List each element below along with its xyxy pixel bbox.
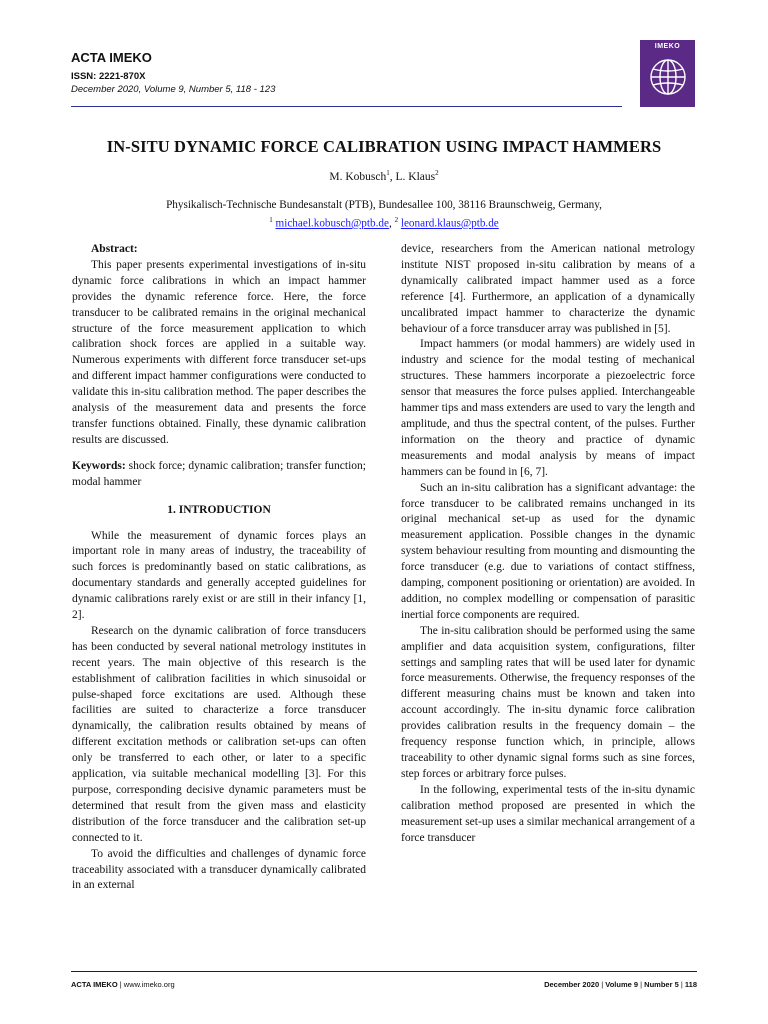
email-superscript: 1: [269, 216, 273, 224]
right-column: [401, 242, 695, 846]
footer-page-number: 118: [684, 980, 697, 989]
paragraph: In the following, experimental tests of the in-situ dynamic calibration method proposed are presented in which the measurement set-up uses a similar mechanical arrangement of a force transducer: [401, 783, 695, 844]
paragraph: Research on the dynamic calibration of force transducers has been conducted by several national metrology institutes in recent years. The main objective of this research is the establishment of calibration facilities in which sinusoidal or pulse-shaped force excitations are used. Although these facilities are suited to characterize a force transducer dynamically, the calibration results obtained by means of different excitation methods or calibration set-ups can often only be transferred to each other, or later to a specific application, via suitable mechanical modelling [3]. For this purpose, corresponding decisive dynamic parameters must be determined that result from the given mass and elasticity distribution of the force transducer and the calibration set-up connected to it.: [72, 624, 366, 844]
email-superscript: 2: [394, 216, 399, 224]
paragraph: Such an in-situ calibration has a significant advantage: the force transducer to be calibrated remains unchanged in its original mechanical set-up as used for the dynamic measurement application. Possible changes in the dynamic system behaviour resulting from mounting and dismounting the force transducer (e.g. due to variations of contact stiffness, damping, component positioning or orientation) are avoided. In addition, no complex modelling or compensation of parasitic inertial force components are required.: [401, 481, 695, 621]
email-line: [0, 213, 768, 232]
paragraph: Impact hammers (or modal hammers) are widely used in industry and science for the modal testing of mechanical structures. These hammers incorporate a piezoelectric force sensor that measures the force pulses applied. Interchangeable hammer tips and mass extenders are used to vary the length and amplitude, and thus the spectral content, of the pulses. Further information on the theory and practice of dynamic measurements and modal analysis by means of impact hammers can be found in [6, 7].: [401, 338, 695, 478]
footer-url-link[interactable]: www.imeko.org: [123, 980, 175, 989]
paragraph: To avoid the difficulties and challenges of dynamic force traceability associated with a transducer dynamically calibrated in an external: [72, 847, 366, 892]
author-list: [0, 169, 768, 183]
affiliation-text: Physikalisch-Technische Bundesanstalt (PTB), Bundesallee 100, 38116 Braunschweig, Germany,: [166, 199, 602, 211]
globe-icon: [648, 55, 688, 99]
paper-title: IN-SITU DYNAMIC FORCE CALIBRATION USING IMPACT HAMMERS: [106, 137, 662, 156]
paragraph: device, researchers from the American national metrology institute NIST proposed in-situ calibration by means of a dynamically calibrated impact hammer used as a force reference [4]. Furthermore, an application of a dynamically uncalibrated impact hammer to characterize the dynamic behaviour of a force transducer array was published in [5].: [401, 243, 695, 335]
author-superscript: 1: [386, 169, 390, 177]
footer-separator: |: [117, 980, 124, 989]
footer-left: [71, 980, 175, 989]
paragraph: The in-situ calibration should be performed using the same amplifier and data acquisition system, configurations, filter settings and sampling rates that will be used later for dynamic force measurements. Otherwise, the frequency responses of the different measuring chains must be known and taken into account accordingly. The in-situ dynamic force calibration provides calibration results in the frequency domain – the frequency response function which, in principle, allows traceability to other dynamic signal forms such as sine forces, step forces or arbitrary force pulses.: [401, 624, 695, 780]
author-superscript: 2: [435, 169, 439, 177]
journal-issn: ISSN: 2221-870X: [71, 71, 146, 82]
footer-right: [544, 980, 697, 989]
journal-issue: December 2020, Volume 9, Number 5, 118 - 123: [71, 84, 276, 95]
header-divider: [71, 106, 622, 107]
journal-header: [71, 50, 631, 112]
footer-separator: |: [599, 980, 606, 989]
footer-number: Number 5: [644, 980, 679, 989]
logo-label: IMEKO: [654, 43, 681, 50]
footer-date: December 2020: [544, 980, 600, 989]
email-separator: ,: [388, 217, 395, 230]
paragraph: While the measurement of dynamic forces plays an important role in many areas of industry, the traceability of such forces is predominantly based on static calibrations, as documentary standards and generally accepted guidelines for dynamic calibrations rarely exist or are still in their infancy [1, 2].: [72, 529, 366, 622]
email-link[interactable]: leonard.klaus@ptb.de: [400, 217, 499, 230]
abstract-heading: Abstract:: [91, 243, 138, 255]
keywords-text: shock force; dynamic calibration; transfer function; modal hammer: [72, 459, 366, 488]
keywords-label: Keywords:: [72, 459, 126, 472]
imeko-logo: [640, 40, 695, 107]
footer-separator: |: [638, 980, 645, 989]
footer-journal: ACTA IMEKO: [71, 980, 118, 989]
footer-separator: |: [678, 980, 685, 989]
author-separator: ,: [389, 170, 396, 183]
footer-volume: Volume 9: [605, 980, 639, 989]
email-link[interactable]: michael.kobusch@ptb.de: [275, 217, 389, 230]
affiliation-block: [0, 198, 768, 232]
left-column: [72, 242, 366, 894]
section-heading: 1. INTRODUCTION: [167, 503, 271, 516]
author-name: L. Klaus: [395, 170, 436, 183]
abstract-text: This paper presents experimental investigations of in-situ dynamic force calibrations in which an impact hammer provides the dynamic reference force. Here, the force transducer to be calibrated remains in the original mechanical structure of the force measurement application to which calibration shock forces are applied in a suitable way. Numerous experiments with different force transducer set-ups and different impact hammer configurations were conducted to validate this in-situ calibration method. The paper describes the analysis of the measurement data and presents the force transfer functions obtained. Finally, these dynamic calibration results are discussed.: [72, 258, 366, 446]
footer-divider: [71, 971, 697, 972]
keywords: [72, 459, 366, 491]
journal-name: ACTA IMEKO: [71, 50, 152, 65]
author-name: M. Kobusch: [329, 170, 387, 183]
